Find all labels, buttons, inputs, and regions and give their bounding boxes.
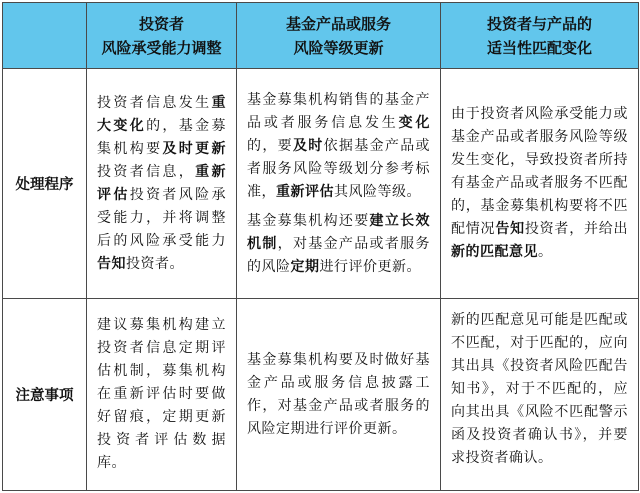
body-text: 投资者风险承受能力，并将调整后的风险承受能力 bbox=[97, 186, 227, 249]
table-cell bbox=[441, 299, 639, 491]
emphasis-text: 及时更新 bbox=[162, 140, 227, 157]
row-label-notes: 注意事项 bbox=[3, 299, 87, 491]
cell-paragraph bbox=[451, 309, 628, 470]
header-line: 风险等级更新 bbox=[293, 38, 384, 57]
header-line: 投资者与产品的 bbox=[486, 14, 592, 33]
body-text: 的，基金募集机构要 bbox=[97, 117, 227, 157]
header-line: 适当性匹配变化 bbox=[486, 38, 592, 57]
emphasis-text: 及时 bbox=[292, 137, 324, 154]
row-label-procedure: 处理程序 bbox=[3, 69, 87, 299]
emphasis-text: 告知 bbox=[495, 221, 525, 237]
table-row bbox=[3, 69, 639, 299]
table-row bbox=[3, 299, 639, 491]
body-text: 基金募集机构要及时做好基金产品或服务信息披露工作，对基金产品或者服务的风险定期进行评价更新。 bbox=[247, 351, 430, 437]
suitability-table bbox=[2, 2, 639, 491]
body-text: 。 bbox=[538, 244, 553, 260]
cell-paragraph bbox=[97, 314, 226, 475]
body-text: 由于投资者风险承受能力或基金产品或者服务风险等级发生变化，导致投资者所持有基金产品或者服务不匹配的，基金募集机构要将不匹配情况 bbox=[451, 106, 628, 237]
body-text: 基金募集机构销售的基金产品或者服务信息发生 bbox=[247, 91, 430, 131]
body-text: 新的匹配意见可能是匹配或不匹配，对于匹配的，应向其出具《投资者风险匹配告知书》，对于不匹配的，应向其出具《风险不匹配警示函及投资者确认书》，并要求投资者确认。 bbox=[451, 312, 628, 466]
header-investor-risk-tolerance bbox=[87, 3, 237, 69]
cell-paragraph bbox=[247, 349, 430, 441]
body-text: 其风险等级。 bbox=[334, 183, 421, 200]
header-product-risk-update bbox=[237, 3, 441, 69]
emphasis-text: 重新评估 bbox=[97, 163, 227, 203]
emphasis-text: 变化 bbox=[398, 114, 431, 131]
table-cell bbox=[441, 69, 639, 299]
table-cell bbox=[87, 299, 237, 491]
body-text: 依据基金产品或者服务风险等级划分参考标准， bbox=[247, 137, 431, 200]
header-line: 基金产品或服务 bbox=[285, 14, 391, 33]
body-text: 投资者。 bbox=[126, 255, 184, 272]
emphasis-text: 建立长效机制 bbox=[247, 212, 431, 252]
header-corner-cell bbox=[3, 3, 87, 69]
table-cell bbox=[87, 69, 237, 299]
body-text: 进行评价更新。 bbox=[319, 258, 421, 275]
emphasis-text: 定期 bbox=[290, 258, 320, 275]
table-cell bbox=[237, 299, 441, 491]
header-suitability-match-change bbox=[441, 3, 639, 69]
cell-paragraph bbox=[247, 89, 430, 204]
cell-paragraph bbox=[97, 92, 226, 276]
header-line: 风险承受能力调整 bbox=[101, 38, 222, 57]
cell-paragraph bbox=[247, 210, 430, 279]
emphasis-text: 告知 bbox=[97, 255, 126, 272]
emphasis-text: 新的匹配意见 bbox=[451, 244, 538, 260]
cell-paragraph bbox=[451, 103, 628, 264]
body-text: 投资者，并给出 bbox=[524, 221, 629, 237]
header-line: 投资者 bbox=[138, 14, 184, 33]
body-text: 投资者信息， bbox=[97, 163, 196, 180]
body-text: ，对基金产品或者服务的风险 bbox=[247, 235, 431, 275]
body-text: 基金募集机构还要 bbox=[247, 212, 370, 229]
body-text: 的，要 bbox=[247, 137, 293, 154]
header-row bbox=[3, 3, 639, 69]
emphasis-text: 重大变化 bbox=[97, 94, 226, 134]
table-cell bbox=[237, 69, 441, 299]
emphasis-text: 重新评估 bbox=[276, 183, 334, 200]
body-text: 建议募集机构建立投资者信息定期评估机制，募集机构在重新评估时要做好留痕，定期更新投资者评估数据库。 bbox=[97, 317, 226, 471]
body-text: 投资者信息发生 bbox=[97, 94, 212, 111]
